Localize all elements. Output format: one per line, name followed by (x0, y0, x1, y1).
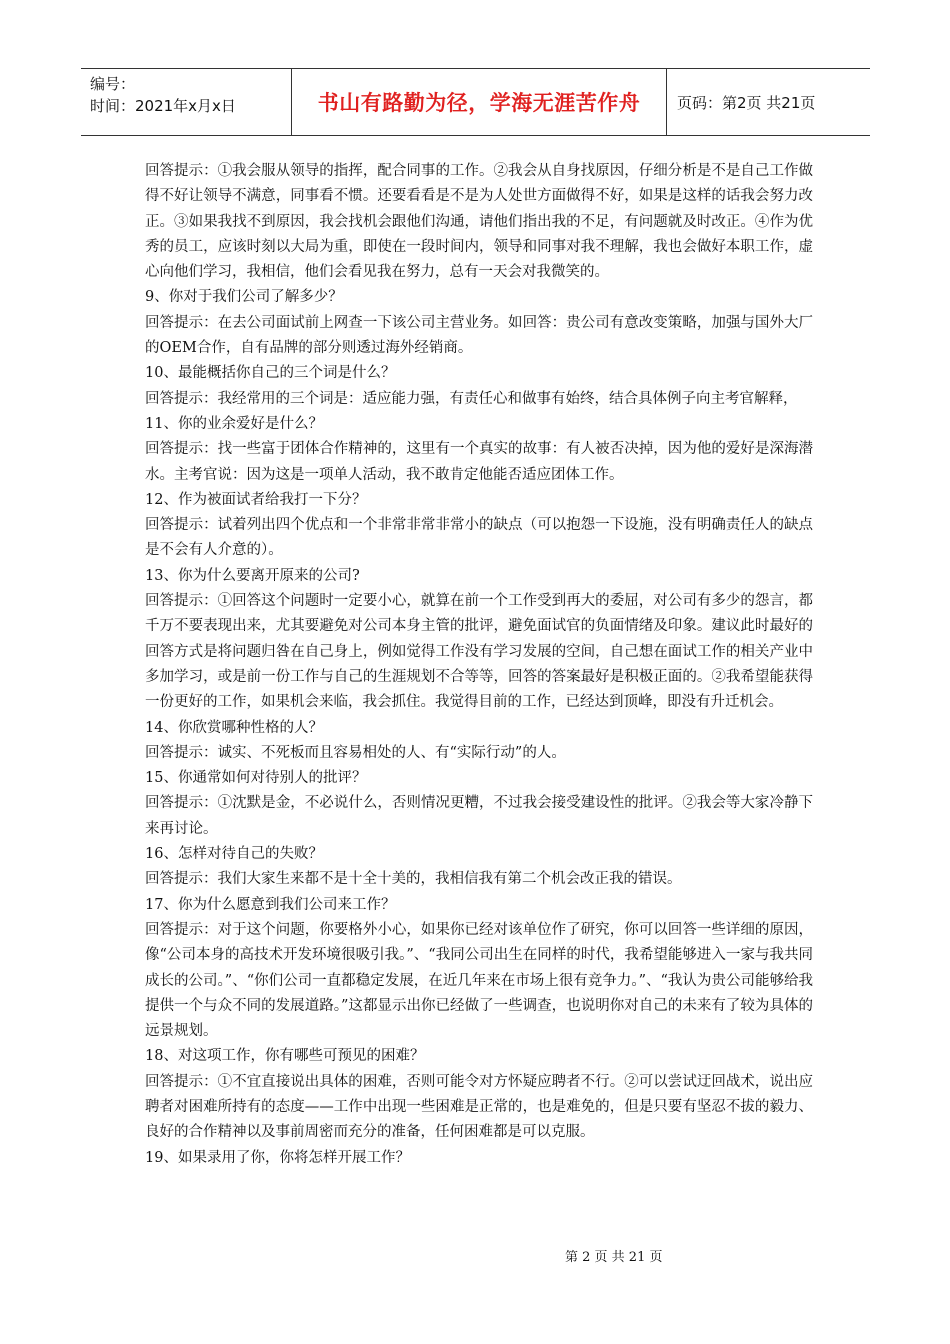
question: 17、你为什么愿意到我们公司来工作？ (145, 896, 396, 913)
paragraph: 回答提示：试着列出四个优点和一个非常非常非常小的缺点（可以抱怨一下设施，没有明确责任人的缺点是不会有人介意的）。 (145, 517, 813, 559)
document-body (145, 159, 813, 1171)
header-motto: 书山有路勤为径，学海无涯苦作舟 (292, 69, 667, 135)
question: 15、你通常如何对待别人的批评？ (145, 770, 367, 787)
question: 9、你对于我们公司了解多少？ (145, 289, 343, 306)
question: 10、最能概括你自己的三个词是什么？ (145, 365, 396, 382)
document-number-label: 编号： (90, 75, 136, 93)
page-footer (0, 1246, 950, 1265)
question: 14、你欣赏哪种性格的人？ (145, 719, 323, 736)
page-header (81, 68, 870, 136)
question: 13、你为什么要离开原来的公司? (145, 567, 360, 584)
paragraph: 回答提示：我经常用的三个词是：适应能力强，有责任心和做事有始终，结合具体例子向主考官解释， (145, 390, 798, 407)
question: 19、如果录用了你，你将怎样开展工作？ (145, 1149, 410, 1166)
paragraph: 回答提示：找一些富于团体合作精神的，这里有一个真实的故事：有人被否决掉，因为他的爱好是深海潜水。主考官说：因为这是一项单人活动，我不敢肯定他能否适应团体工作。 (145, 441, 813, 483)
paragraph: 回答提示：①我会服从领导的指挥，配合同事的工作。②我会从自身找原因，仔细分析是不是自己工作做得不好让领导不满意，同事看不惯。还要看看是不是为人处世方面做得不好，如果是这样的话我会努力改正。③如果我找不到原因，我会找机会跟他们沟通，请他们指出我的不足，有问题就及时改正。④作为优秀的员工，应该时刻以大局为重，即使在一段时间内，领导和同事对我不理解，我也会做好本职工作，虚心向他们学习，我相信，他们会看见我在努力，总有一天会对我微笑的。 (145, 163, 813, 281)
paragraph: 回答提示：我们大家生来都不是十全十美的，我相信我有第二个机会改正我的错误。 (145, 871, 682, 888)
paragraph: 回答提示：对于这个问题，你要格外小心，如果你已经对该单位作了研究，你可以回答一些详细的原因，像“公司本身的高技术开发环境很吸引我。”、“我同公司出生在同样的时代，我希望能够进入一家与我共同成长的公司。”、“你们公司一直都稳定发展，在近几年来在市场上很有竞争力。”、“我认为贵公司能够给我提供一个与众不同的发展道路。”这都显示出你已经做了一些调查，也说明你对自己的未来有了较为具体的远景规划。 (145, 921, 813, 1040)
paragraph: 回答提示：在去公司面试前上网查一下该公司主营业务。如回答：贵公司有意改变策略，加强与国外大厂的OEM合作，自有品牌的部分则透过海外经销商。 (145, 314, 813, 357)
paragraph: 回答提示：①不宜直接说出具体的困难，否则可能令对方怀疑应聘者不行。②可以尝试迂回战术，说出应聘者对困难所持有的态度——工作中出现一些困难是正常的，也是难免的，但是只要有坚忍不拔的毅力、良好的合作精神以及事前周密而充分的准备，任何困难都是可以克服。 (145, 1073, 813, 1141)
paragraph: 回答提示：①沈默是金，不必说什么，否则情况更糟，不过我会接受建设性的批评。②我会等大家冷静下来再讨论。 (145, 795, 813, 837)
paragraph: 回答提示：诚实、不死板而且容易相处的人、有“实际行动”的人。 (145, 744, 566, 761)
question: 11、你的业余爱好是什么？ (145, 415, 323, 432)
header-page-label: 页码：第2页 共21页 (677, 93, 816, 112)
paragraph: 回答提示：①回答这个问题时一定要小心，就算在前一个工作受到再大的委屈，对公司有多少的怨言，都千万不要表现出来，尤其要避免对公司本身主管的批评，避免面试官的负面情绪及印象。建议此时最好的回答方式是将问题归咎在自己身上，例如觉得工作没有学习发展的空间，自己想在面试工作的相关产业中多加学习，或是前一份工作与自己的生涯规划不合等等，回答的答案最好是积极正面的。②我希望能获得一份更好的工作，如果机会来临，我会抓住。我觉得目前的工作，已经达到顶峰，即没有升迁机会。 (145, 593, 813, 711)
question: 18、对这项工作，你有哪些可预见的困难？ (145, 1048, 425, 1065)
document-time-label: 时间：2021年x月x日 (90, 97, 236, 115)
question: 16、怎样对待自己的失败？ (145, 846, 323, 863)
footer-page-number: 第 2 页 共 21 页 (565, 1250, 663, 1265)
header-meta (81, 69, 292, 135)
question: 12、作为被面试者给我打一下分？ (145, 491, 367, 508)
